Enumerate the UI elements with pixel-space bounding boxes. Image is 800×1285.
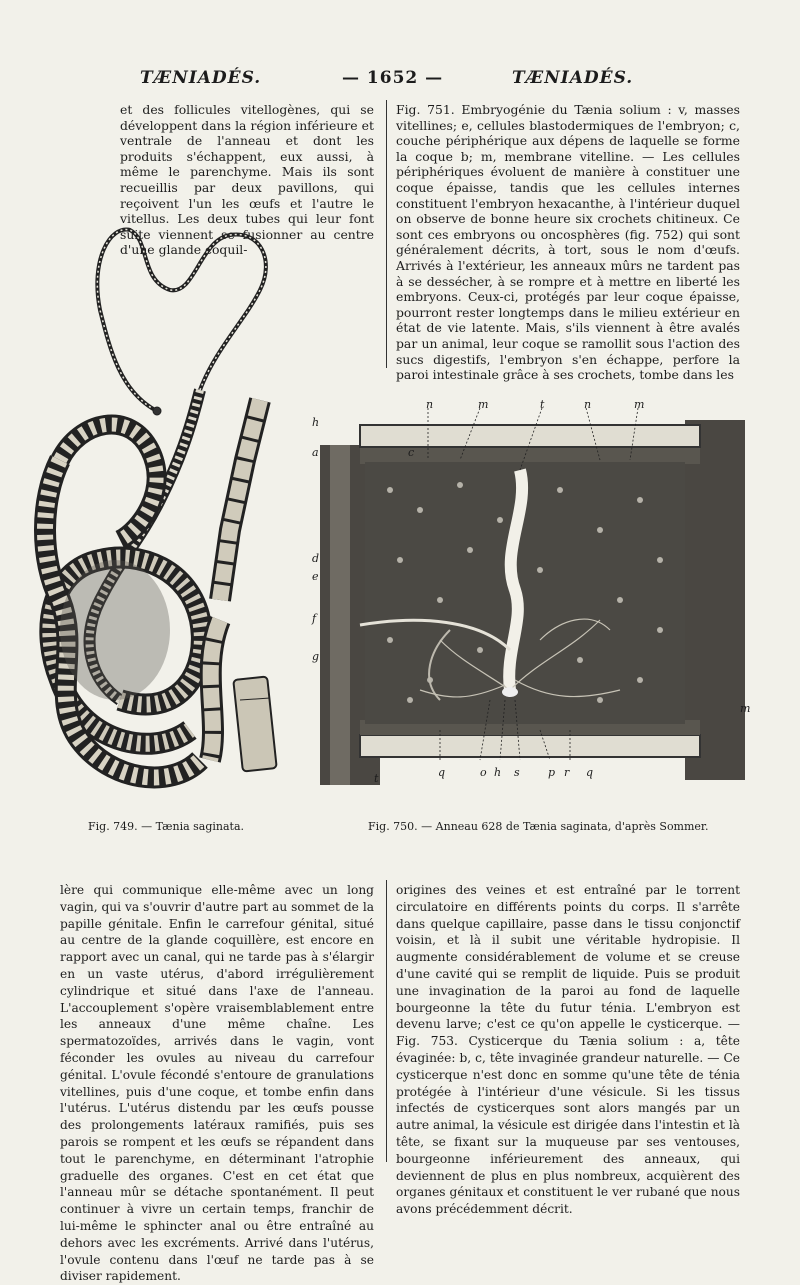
fig750-label-d: d (312, 552, 320, 565)
fig750-label-m-right: m (740, 702, 751, 715)
fig750-label-s: s (514, 766, 520, 779)
fig750-label-h-bottom: h (494, 766, 502, 779)
top-right-paragraph: Fig. 751. Embryogénie du Tænia solium : v, masses vitellines; e, cellules blastodermiques de l'embryon; c, couche périphérique aux dépens de laquelle se forme la coque b; m, membrane vitelline. — Les cellules périphériques évoluent de manière à constituer une coque épaisse, tandis que les cellules internes constituent l'embryon hexacanthe, à l'intérieur duquel on observe de bonne heure six crochets chitineux. Ce sont ces embryons ou oncosphères (fig. 752) qui sont généralement décrits, à tort, sous le nom d'œufs. Arrivés à l'extérieur, les anneaux mûrs ne tardent pas à se dessécher, à se rompre et à mettre en liberté les embryons. Ceux-ci, protégés par leur coque épaisse, pourront rester longtemps dans le milieu extérieur en état de vie latente. Mais, s'ils viennent à être avalés par un animal, leur coque se ramollit sous l'action des sucs digestifs, l'embryon s'en échappe, perfore la paroi intestinale grâce à ses crochets, tombe dans les (396, 102, 740, 383)
fig750-label-r: r (564, 766, 570, 779)
header-left-title: TÆNIADÉS. (140, 68, 262, 88)
fig750-label-t: t (540, 398, 545, 411)
figure-749-tapeworm (20, 200, 295, 810)
fig750-label-p: p (548, 766, 556, 779)
figure-750-proglottid (300, 400, 760, 800)
column-rule-bottom (386, 880, 387, 1162)
fig750-label-g: g (312, 650, 320, 663)
header-right-title: TÆNIADÉS. (512, 68, 634, 88)
fig750-label-q2: q (586, 766, 594, 779)
fig750-label-o: o (480, 766, 487, 779)
fig750-label-c: c (408, 446, 415, 459)
page-number: — 1652 — (342, 68, 444, 88)
fig750-label-f: f (312, 612, 317, 625)
top-left-paragraph: et des follicules vitellogènes, qui se développent dans la région inférieure et ventrale de l'anneau et dont les produits s'échappent, eux aussi, à même le parenchyme. Mais ils sont recueillis par deux pavillons, qui reçoivent l'un les œufs et l'autre le vitellus. Les deux tubes qui leur font suite viennent se fusionner au centre d'une glande coquil- (120, 102, 374, 258)
fig750-label-n1: n (426, 398, 434, 411)
fig750-label-m1: m (478, 398, 489, 411)
figure-750-caption: Fig. 750. — Anneau 628 de Tænia saginata, d'après Sommer. (368, 820, 709, 833)
fig750-label-n2: n (584, 398, 592, 411)
bottom-right-paragraph: origines des veines et est entraîné par le torrent circulatoire en différents points du corps. Il s'arrête dans quelque capillaire, passe dans le tissu conjonctif voisin, et là il subit une véritable hydropisie. Il augmente considérablement de volume et se creuse d'une cavité qui se remplit de liquide. Puis se produit une invagination de la paroi au fond de laquelle bourgeonne la tête du futur ténia. L'embryon est devenu larve; c'est ce qu'on appelle le cysticerque. — Fig. 753. Cysticerque du Tænia solium : a, tête évaginée: b, c, tête invaginée grandeur naturelle. — Ce cysticerque n'est donc en somme qu'une tête de ténia protégée à l'intérieur d'une vésicule. Si les tissus infectés de cysticerques sont alors mangés par un autre animal, la vésicule est dirigée dans l'intestin et là tête, se fixant sur la muqueuse par ses ventouses, bourgeonne inférieurement des anneaux, qui deviennent de plus en plus nombreux, acquièrent des organes génitaux et constituent le ver rubané que nous avons précédemment décrit. (396, 883, 740, 1217)
fig750-label-a: a (312, 446, 319, 459)
fig750-label-m2: m (634, 398, 645, 411)
fig750-label-h: h (312, 416, 320, 429)
fig750-label-t-bottom: t (374, 772, 379, 785)
fig750-label-q1: q (438, 766, 446, 779)
figure-749-caption: Fig. 749. — Tænia saginata. (88, 820, 245, 833)
column-rule-top (386, 100, 387, 368)
fig750-label-e: e (312, 570, 319, 583)
bottom-left-paragraph: lère qui communique elle-même avec un long vagin, qui va s'ouvrir d'autre part au sommet de la papille génitale. Enfin le carrefour génital, situé au centre de la glande coquillère, est encore en rapport avec un canal, qui ne tarde pas à s'élargir en un vaste utérus, d'abord irrégulièrement cylindrique et situé dans l'axe de l'anneau. L'accouplement s'opère vraisemblablement entre les anneaux d'une même chaîne. Les spermatozoïdes, arrivés dans le vagin, vont féconder les ovules au niveau du carrefour génital. L'ovule fécondé s'entoure de granulations vitellines, puis d'une coque, et tombe enfin dans l'utérus. L'utérus distendu par les œufs pousse des prolongements latéraux ramifiés, puis ses parois se rompent et les œufs se répandent dans tout le parenchyme, en déterminant l'atrophie graduelle des organes. C'est en cet état que l'anneau mûr se détache spontanément. Il peut continuer à vivre un certain temps, franchir de lui-même le sphincter anal ou être entraîné au dehors avec les excréments. Arrivé dans l'utérus, l'ovule contenu dans l'œuf ne tarde pas à se diviser rapidement. (60, 883, 374, 1284)
